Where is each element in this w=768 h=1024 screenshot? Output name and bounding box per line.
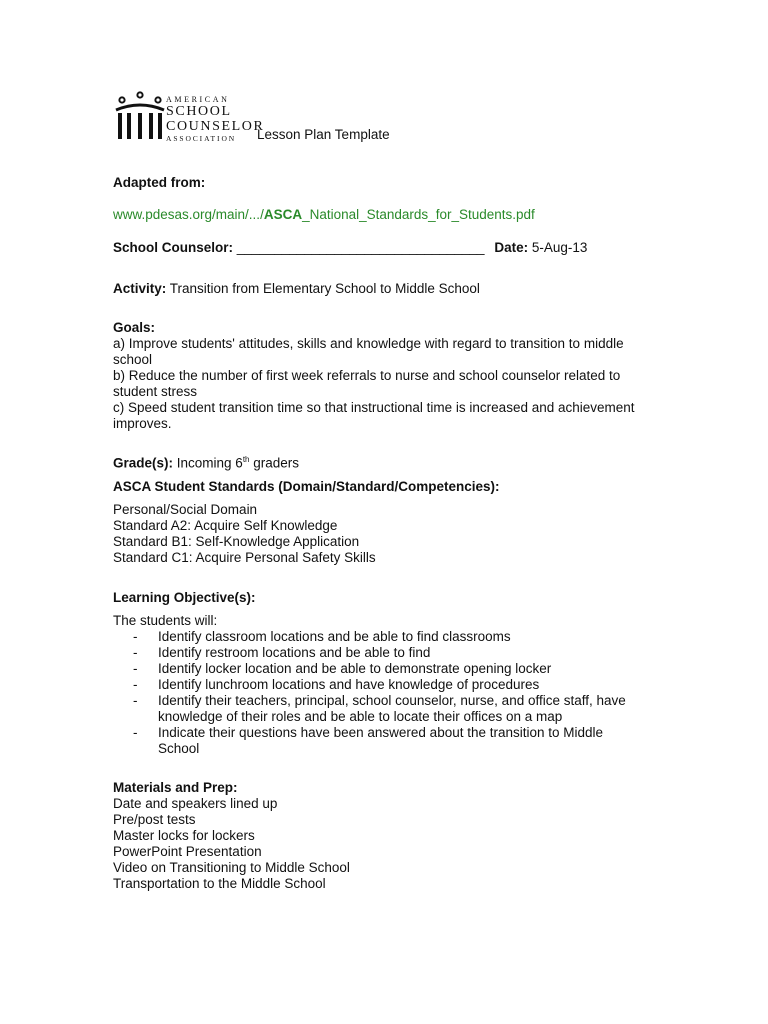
standards-line: Standard A2: Acquire Self Knowledge: [113, 518, 338, 533]
materials-line: Master locks for lockers: [113, 828, 255, 843]
logo-line-association: ASSOCIATION: [166, 134, 237, 143]
date-value: 5-Aug-13: [531, 240, 588, 255]
objectives-list: [113, 629, 626, 757]
date-label: Date:: [494, 240, 529, 255]
activity-label: Activity:: [113, 281, 167, 296]
grade-superscript: th: [242, 455, 250, 464]
goals-line: b) Reduce the number of first week referrals to nurse and school counselor related to: [113, 368, 621, 383]
list-item: - Identify classroom locations and be able to find classrooms: [113, 629, 626, 645]
list-item: - Identify their teachers, principal, school counselor, nurse, and office staff, have knowledge of their roles and be able to locate their offices on a map: [113, 693, 626, 725]
grade-line: [113, 455, 299, 471]
source-link[interactable]: [113, 207, 535, 222]
objectives-intro: The students will:: [113, 613, 218, 628]
standards-heading: ASCA Student Standards (Domain/Standard/Competencies):: [113, 479, 500, 494]
counselor-label: School Counselor:: [113, 240, 234, 255]
list-item: - Indicate their questions have been answered about the transition to Middle School: [113, 725, 626, 757]
list-item: - Identify locker location and be able to demonstrate opening locker: [113, 661, 626, 677]
goals-list: [113, 336, 635, 432]
standards-line: Standard B1: Self-Knowledge Application: [113, 534, 360, 549]
materials-line: Video on Transitioning to Middle School: [113, 860, 350, 875]
adapted-from-label: Adapted from:: [113, 175, 206, 190]
logo-wordmark: [166, 96, 264, 143]
logo-line-american: AMERICAN: [166, 95, 230, 104]
grade-value: Incoming 6: [176, 455, 243, 471]
activity-value: Transition from Elementary School to Middle School: [169, 281, 480, 296]
list-item: - Identify restroom locations and be able to find: [113, 645, 626, 661]
source-link-suffix: _National_Standards_for_Students.pdf: [302, 207, 535, 222]
goals-line: school: [113, 352, 153, 367]
counselor-line: [113, 240, 587, 255]
grade-label: Grade(s):: [113, 455, 174, 471]
counselor-blank: _________________________________: [236, 240, 485, 255]
materials-line: Date and speakers lined up: [113, 796, 278, 811]
goals-line: a) Improve students' attitudes, skills and knowledge with regard to transition to middle: [113, 336, 624, 351]
materials-list: [113, 796, 350, 892]
standards-line: Standard C1: Acquire Personal Safety Skills: [113, 550, 376, 565]
standards-list: [113, 502, 376, 566]
goals-line: c) Speed student transition time so that instructional time is increased and achievement: [113, 400, 635, 415]
materials-line: Pre/post tests: [113, 812, 196, 827]
materials-line: Transportation to the Middle School: [113, 876, 326, 891]
activity-line: [113, 281, 480, 296]
source-link-bold: ASCA: [263, 207, 303, 222]
logo-line-school: SCHOOL: [166, 104, 232, 119]
goals-line: improves.: [113, 416, 172, 431]
grade-value-suffix: graders: [249, 455, 300, 471]
template-title: Lesson Plan Template: [257, 127, 390, 142]
objectives-heading: Learning Objective(s):: [113, 590, 256, 605]
materials-line: PowerPoint Presentation: [113, 844, 262, 859]
goals-line: student stress: [113, 384, 198, 399]
logo-line-counselor: COUNSELOR: [166, 119, 265, 134]
goals-heading: Goals:: [113, 320, 156, 335]
source-link-prefix: www.pdesas.org/main/.../: [113, 207, 264, 222]
standards-line: Personal/Social Domain: [113, 502, 258, 517]
materials-heading: Materials and Prep:: [113, 780, 238, 795]
list-item: - Identify lunchroom locations and have knowledge of procedures: [113, 677, 626, 693]
